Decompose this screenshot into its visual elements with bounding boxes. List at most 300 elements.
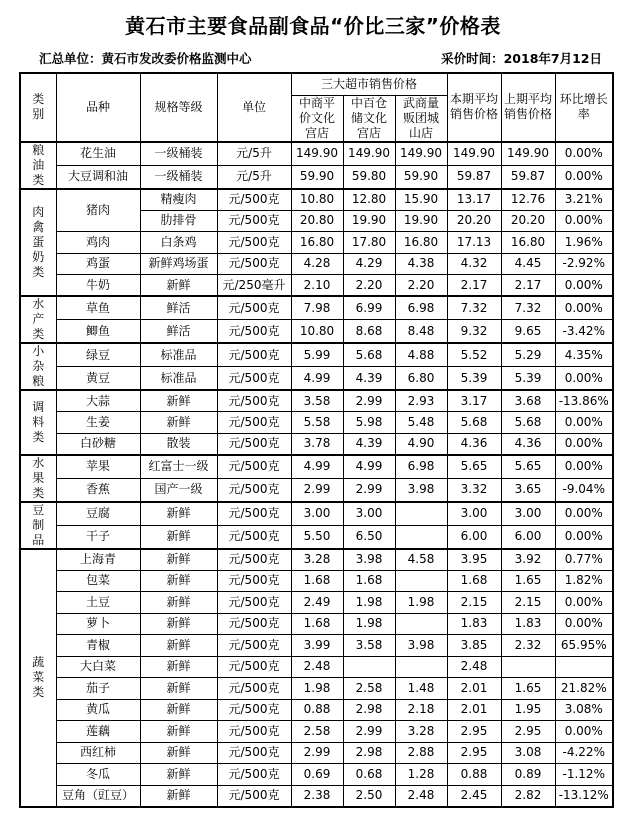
unit-cell: 元/500克: [217, 764, 291, 786]
current-avg-cell: 2.48: [447, 656, 501, 678]
prev-avg-cell: 20.20: [501, 210, 555, 232]
price-cell-supermarket-3: 2.20: [395, 275, 447, 297]
col-header-prev-avg: 上期平均销售价格: [501, 73, 555, 142]
current-avg-cell: 7.32: [447, 296, 501, 320]
table-row: [20, 253, 613, 275]
table-row: [20, 390, 613, 412]
prev-avg-cell: 0.89: [501, 764, 555, 786]
unit-cell: 元/500克: [217, 785, 291, 807]
spec-cell: 国产一级: [140, 478, 217, 502]
spec-cell: 新鲜: [140, 525, 217, 549]
prev-avg-cell: 3.65: [501, 478, 555, 502]
price-cell-supermarket-3: 4.90: [395, 433, 447, 455]
current-avg-cell: 59.87: [447, 165, 501, 189]
table-row: [20, 525, 613, 549]
table-row: [20, 433, 613, 455]
variety-cell: 豆腐: [56, 502, 140, 526]
col-header-supermarket-1: 中商平价文化宫店: [291, 95, 343, 142]
price-cell-supermarket-1: 20.80: [291, 210, 343, 232]
summary-unit-label: 汇总单位：黄石市发改委价格监测中心: [39, 51, 252, 66]
table-row: [20, 635, 613, 657]
current-avg-cell: 4.36: [447, 433, 501, 455]
variety-cell: 大豆调和油: [56, 165, 140, 189]
current-avg-cell: 9.32: [447, 320, 501, 344]
prev-avg-cell: 9.65: [501, 320, 555, 344]
table-header: [20, 73, 613, 142]
variety-cell: 冬瓜: [56, 764, 140, 786]
current-avg-cell: 4.32: [447, 253, 501, 275]
table-row: [20, 412, 613, 434]
price-cell-supermarket-1: 0.88: [291, 699, 343, 721]
unit-cell: 元/500克: [217, 613, 291, 635]
unit-cell: 元/500克: [217, 502, 291, 526]
prev-avg-cell: 2.82: [501, 785, 555, 807]
variety-cell: 鲫鱼: [56, 320, 140, 344]
spec-cell: 新鲜: [140, 390, 217, 412]
table-row: [20, 785, 613, 807]
prev-avg-cell: 12.76: [501, 189, 555, 211]
category-label: 小杂粮: [32, 344, 45, 388]
variety-cell: 干子: [56, 525, 140, 549]
prev-avg-cell: 2.32: [501, 635, 555, 657]
current-avg-cell: 20.20: [447, 210, 501, 232]
variety-cell: 草鱼: [56, 296, 140, 320]
table-row: [20, 502, 613, 526]
spec-cell: 新鲜: [140, 502, 217, 526]
prev-avg-cell: 59.87: [501, 165, 555, 189]
variety-cell: 生姜: [56, 412, 140, 434]
unit-cell: 元/500克: [217, 390, 291, 412]
price-cell-supermarket-1: 3.78: [291, 433, 343, 455]
price-cell-supermarket-2: 1.68: [343, 570, 395, 592]
price-cell-supermarket-3: 1.28: [395, 764, 447, 786]
col-header-variety: 品种: [56, 73, 140, 142]
growth-rate-cell: -13.86%: [555, 390, 613, 412]
prev-avg-cell: 6.00: [501, 525, 555, 549]
spec-cell: 新鲜: [140, 570, 217, 592]
price-cell-supermarket-1: 10.80: [291, 320, 343, 344]
growth-rate-cell: 1.82%: [555, 570, 613, 592]
unit-cell: 元/500克: [217, 699, 291, 721]
variety-cell: 萝卜: [56, 613, 140, 635]
unit-cell: 元/500克: [217, 570, 291, 592]
category-cell: [20, 343, 56, 390]
spec-cell: 新鲜: [140, 785, 217, 807]
price-cell-supermarket-3: 2.88: [395, 742, 447, 764]
category-label: 调料类: [32, 399, 45, 444]
table-row: [20, 699, 613, 721]
spec-cell: 鲜活: [140, 296, 217, 320]
current-avg-cell: 6.00: [447, 525, 501, 549]
price-cell-supermarket-2: 2.99: [343, 390, 395, 412]
price-cell-supermarket-2: 3.58: [343, 635, 395, 657]
spec-cell: 新鲜: [140, 613, 217, 635]
price-cell-supermarket-2: 2.58: [343, 678, 395, 700]
price-cell-supermarket-2: 4.29: [343, 253, 395, 275]
spec-cell: 精瘦肉: [140, 189, 217, 211]
price-cell-supermarket-1: 5.58: [291, 412, 343, 434]
price-cell-supermarket-3: 2.93: [395, 390, 447, 412]
category-cell: [20, 390, 56, 455]
price-cell-supermarket-1: 2.48: [291, 656, 343, 678]
variety-cell: 包菜: [56, 570, 140, 592]
growth-rate-cell: 0.77%: [555, 549, 613, 571]
current-avg-cell: 1.68: [447, 570, 501, 592]
prev-avg-cell: 3.68: [501, 390, 555, 412]
spec-cell: 新鲜: [140, 656, 217, 678]
col-header-supermarket-2: 中百仓储文化宫店: [343, 95, 395, 142]
price-cell-supermarket-2: 4.39: [343, 367, 395, 391]
table-row: [20, 656, 613, 678]
price-cell-supermarket-3: 59.90: [395, 165, 447, 189]
table-row: [20, 275, 613, 297]
price-cell-supermarket-1: 0.69: [291, 764, 343, 786]
unit-cell: 元/500克: [217, 320, 291, 344]
price-cell-supermarket-2: 1.98: [343, 592, 395, 614]
current-avg-cell: 17.13: [447, 232, 501, 254]
current-avg-cell: 2.17: [447, 275, 501, 297]
col-header-current-avg: 本期平均销售价格: [447, 73, 501, 142]
price-cell-supermarket-1: 149.90: [291, 142, 343, 166]
price-cell-supermarket-3: [395, 570, 447, 592]
price-cell-supermarket-1: 4.99: [291, 367, 343, 391]
spec-cell: 新鲜鸡场蛋: [140, 253, 217, 275]
growth-rate-cell: 0.00%: [555, 592, 613, 614]
price-cell-supermarket-1: 2.99: [291, 478, 343, 502]
unit-cell: 元/500克: [217, 549, 291, 571]
price-cell-supermarket-2: 2.98: [343, 699, 395, 721]
growth-rate-cell: 0.00%: [555, 721, 613, 743]
table-row: [20, 142, 613, 166]
price-cell-supermarket-2: 17.80: [343, 232, 395, 254]
spec-cell: 肋排骨: [140, 210, 217, 232]
col-header-growth-rate: 环比增长率: [555, 73, 613, 142]
price-cell-supermarket-1: 16.80: [291, 232, 343, 254]
prev-avg-cell: 4.36: [501, 433, 555, 455]
price-cell-supermarket-3: 2.18: [395, 699, 447, 721]
variety-cell: 鸡肉: [56, 232, 140, 254]
prev-avg-cell: 7.32: [501, 296, 555, 320]
current-avg-cell: 5.39: [447, 367, 501, 391]
price-cell-supermarket-2: 149.90: [343, 142, 395, 166]
unit-cell: 元/500克: [217, 635, 291, 657]
price-cell-supermarket-2: 6.50: [343, 525, 395, 549]
spec-cell: 新鲜: [140, 635, 217, 657]
category-cell: [20, 502, 56, 549]
price-cell-supermarket-1: 2.10: [291, 275, 343, 297]
price-cell-supermarket-2: 2.99: [343, 721, 395, 743]
prev-avg-cell: 5.39: [501, 367, 555, 391]
spec-cell: 新鲜: [140, 412, 217, 434]
current-avg-cell: 3.32: [447, 478, 501, 502]
current-avg-cell: 0.88: [447, 764, 501, 786]
table-row: [20, 343, 613, 367]
price-cell-supermarket-3: 1.48: [395, 678, 447, 700]
variety-cell: 黄瓜: [56, 699, 140, 721]
price-cell-supermarket-1: 2.99: [291, 742, 343, 764]
spec-cell: 散装: [140, 433, 217, 455]
growth-rate-cell: -9.04%: [555, 478, 613, 502]
price-cell-supermarket-1: 2.49: [291, 592, 343, 614]
price-cell-supermarket-1: 4.99: [291, 455, 343, 479]
current-avg-cell: 2.45: [447, 785, 501, 807]
table-row: [20, 742, 613, 764]
current-avg-cell: 3.85: [447, 635, 501, 657]
price-cell-supermarket-2: 3.98: [343, 549, 395, 571]
price-cell-supermarket-3: [395, 502, 447, 526]
current-avg-cell: 2.95: [447, 742, 501, 764]
price-cell-supermarket-1: 3.99: [291, 635, 343, 657]
prev-avg-cell: 1.65: [501, 678, 555, 700]
variety-cell: 花生油: [56, 142, 140, 166]
spec-cell: 标准品: [140, 367, 217, 391]
variety-cell: 鸡蛋: [56, 253, 140, 275]
table-row: [20, 478, 613, 502]
price-cell-supermarket-1: 1.68: [291, 613, 343, 635]
spec-cell: 新鲜: [140, 742, 217, 764]
price-date-label: 采价时间：2018年7月12日: [441, 51, 602, 66]
price-cell-supermarket-2: 6.99: [343, 296, 395, 320]
price-cell-supermarket-3: 3.28: [395, 721, 447, 743]
table-row: [20, 570, 613, 592]
prev-avg-cell: 5.68: [501, 412, 555, 434]
unit-cell: 元/500克: [217, 455, 291, 479]
unit-cell: 元/500克: [217, 721, 291, 743]
price-cell-supermarket-2: 2.98: [343, 742, 395, 764]
current-avg-cell: 2.01: [447, 699, 501, 721]
price-cell-supermarket-1: 7.98: [291, 296, 343, 320]
unit-cell: 元/500克: [217, 189, 291, 211]
price-cell-supermarket-2: 5.98: [343, 412, 395, 434]
spec-cell: 新鲜: [140, 275, 217, 297]
spec-cell: 鲜活: [140, 320, 217, 344]
prev-avg-cell: 2.95: [501, 721, 555, 743]
spec-cell: 白条鸡: [140, 232, 217, 254]
unit-cell: 元/500克: [217, 433, 291, 455]
prev-avg-cell: [501, 656, 555, 678]
price-cell-supermarket-2: 2.99: [343, 478, 395, 502]
growth-rate-cell: 0.00%: [555, 412, 613, 434]
prev-avg-cell: 5.29: [501, 343, 555, 367]
col-header-spec: 规格等级: [140, 73, 217, 142]
growth-rate-cell: 0.00%: [555, 142, 613, 166]
spec-cell: 新鲜: [140, 764, 217, 786]
price-table: [19, 72, 614, 808]
unit-cell: 元/5升: [217, 165, 291, 189]
price-cell-supermarket-1: 5.99: [291, 343, 343, 367]
growth-rate-cell: 21.82%: [555, 678, 613, 700]
spec-cell: 新鲜: [140, 721, 217, 743]
table-row: [20, 296, 613, 320]
growth-rate-cell: 65.95%: [555, 635, 613, 657]
price-cell-supermarket-1: 4.28: [291, 253, 343, 275]
price-cell-supermarket-3: 4.88: [395, 343, 447, 367]
variety-cell: 大蒜: [56, 390, 140, 412]
variety-cell: 黄豆: [56, 367, 140, 391]
spec-cell: 标准品: [140, 343, 217, 367]
unit-cell: 元/500克: [217, 656, 291, 678]
category-label: 豆制品: [32, 502, 45, 547]
price-cell-supermarket-1: 3.00: [291, 502, 343, 526]
growth-rate-cell: 3.08%: [555, 699, 613, 721]
unit-cell: 元/500克: [217, 210, 291, 232]
variety-cell: 莲藕: [56, 721, 140, 743]
growth-rate-cell: 0.00%: [555, 296, 613, 320]
price-cell-supermarket-2: 3.00: [343, 502, 395, 526]
price-cell-supermarket-2: 2.20: [343, 275, 395, 297]
col-header-category: [20, 73, 56, 142]
prev-avg-cell: 16.80: [501, 232, 555, 254]
price-cell-supermarket-2: 1.98: [343, 613, 395, 635]
spec-cell: 新鲜: [140, 549, 217, 571]
price-cell-supermarket-3: [395, 613, 447, 635]
prev-avg-cell: 5.65: [501, 455, 555, 479]
category-label: 蔬菜类: [32, 655, 45, 699]
price-cell-supermarket-3: 15.90: [395, 189, 447, 211]
unit-cell: 元/500克: [217, 367, 291, 391]
header-row-group: [20, 73, 613, 95]
variety-cell: 大白菜: [56, 656, 140, 678]
variety-cell: 上海青: [56, 549, 140, 571]
table-row: [20, 764, 613, 786]
variety-cell: 苹果: [56, 455, 140, 479]
table-row: [20, 232, 613, 254]
price-cell-supermarket-2: 2.50: [343, 785, 395, 807]
price-cell-supermarket-3: 6.80: [395, 367, 447, 391]
current-avg-cell: 2.01: [447, 678, 501, 700]
unit-cell: 元/500克: [217, 525, 291, 549]
table-row: [20, 678, 613, 700]
growth-rate-cell: -13.12%: [555, 785, 613, 807]
price-cell-supermarket-2: 12.80: [343, 189, 395, 211]
prev-avg-cell: 3.00: [501, 502, 555, 526]
price-cell-supermarket-1: 59.90: [291, 165, 343, 189]
prev-avg-cell: 1.95: [501, 699, 555, 721]
variety-cell: 绿豆: [56, 343, 140, 367]
growth-rate-cell: [555, 656, 613, 678]
growth-rate-cell: 0.00%: [555, 367, 613, 391]
price-cell-supermarket-3: [395, 656, 447, 678]
current-avg-cell: 13.17: [447, 189, 501, 211]
spec-cell: 新鲜: [140, 699, 217, 721]
table-row: [20, 721, 613, 743]
unit-cell: 元/500克: [217, 678, 291, 700]
spec-cell: 一级桶装: [140, 142, 217, 166]
price-cell-supermarket-1: 2.38: [291, 785, 343, 807]
category-label: 水果类: [32, 455, 45, 500]
unit-cell: 元/500克: [217, 478, 291, 502]
variety-cell: 牛奶: [56, 275, 140, 297]
growth-rate-cell: 0.00%: [555, 502, 613, 526]
variety-cell: 猪肉: [56, 189, 140, 232]
unit-cell: 元/500克: [217, 592, 291, 614]
table-row: [20, 320, 613, 344]
growth-rate-cell: 0.00%: [555, 433, 613, 455]
category-label: 粮油类: [32, 142, 45, 187]
growth-rate-cell: 0.00%: [555, 210, 613, 232]
growth-rate-cell: -4.22%: [555, 742, 613, 764]
price-cell-supermarket-3: 16.80: [395, 232, 447, 254]
price-cell-supermarket-2: 4.99: [343, 455, 395, 479]
price-cell-supermarket-3: 3.98: [395, 635, 447, 657]
growth-rate-cell: -1.12%: [555, 764, 613, 786]
price-cell-supermarket-3: 4.58: [395, 549, 447, 571]
price-cell-supermarket-2: 59.80: [343, 165, 395, 189]
price-cell-supermarket-3: 8.48: [395, 320, 447, 344]
growth-rate-cell: 0.00%: [555, 275, 613, 297]
unit-cell: 元/250毫升: [217, 275, 291, 297]
price-cell-supermarket-2: 5.68: [343, 343, 395, 367]
prev-avg-cell: 149.90: [501, 142, 555, 166]
unit-cell: 元/500克: [217, 253, 291, 275]
price-cell-supermarket-3: 3.98: [395, 478, 447, 502]
col-header-unit: 单位: [217, 73, 291, 142]
category-label: 水产类: [32, 297, 45, 341]
price-cell-supermarket-1: 5.50: [291, 525, 343, 549]
current-avg-cell: 3.00: [447, 502, 501, 526]
price-cell-supermarket-3: 6.98: [395, 455, 447, 479]
spec-cell: 新鲜: [140, 678, 217, 700]
variety-cell: 青椒: [56, 635, 140, 657]
meta-row: [0, 39, 626, 72]
unit-cell: 元/500克: [217, 296, 291, 320]
current-avg-cell: 2.95: [447, 721, 501, 743]
prev-avg-cell: 2.15: [501, 592, 555, 614]
price-cell-supermarket-1: 2.58: [291, 721, 343, 743]
price-cell-supermarket-3: 19.90: [395, 210, 447, 232]
prev-avg-cell: 3.08: [501, 742, 555, 764]
variety-cell: 豆角（豇豆）: [56, 785, 140, 807]
col-header-category-label: 类别: [32, 92, 45, 122]
prev-avg-cell: 3.92: [501, 549, 555, 571]
variety-cell: 西红柿: [56, 742, 140, 764]
price-cell-supermarket-1: 1.98: [291, 678, 343, 700]
price-cell-supermarket-3: 1.98: [395, 592, 447, 614]
category-cell: [20, 549, 56, 807]
page-title: 黄石市主要食品副食品“价比三家”价格表: [125, 14, 501, 38]
current-avg-cell: 3.17: [447, 390, 501, 412]
current-avg-cell: 149.90: [447, 142, 501, 166]
table-row: [20, 613, 613, 635]
price-cell-supermarket-2: 4.39: [343, 433, 395, 455]
table-row: [20, 189, 613, 211]
col-header-supermarket-3: 武商量贩团城山店: [395, 95, 447, 142]
table-row: [20, 455, 613, 479]
price-cell-supermarket-1: 3.58: [291, 390, 343, 412]
variety-cell: 白砂糖: [56, 433, 140, 455]
price-cell-supermarket-3: 4.38: [395, 253, 447, 275]
unit-cell: 元/500克: [217, 412, 291, 434]
prev-avg-cell: 4.45: [501, 253, 555, 275]
current-avg-cell: 1.83: [447, 613, 501, 635]
price-cell-supermarket-1: 1.68: [291, 570, 343, 592]
price-cell-supermarket-1: 3.28: [291, 549, 343, 571]
growth-rate-cell: 0.00%: [555, 525, 613, 549]
spec-cell: 一级桶装: [140, 165, 217, 189]
price-cell-supermarket-2: [343, 656, 395, 678]
prev-avg-cell: 2.17: [501, 275, 555, 297]
price-cell-supermarket-2: 8.68: [343, 320, 395, 344]
price-cell-supermarket-3: 5.48: [395, 412, 447, 434]
unit-cell: 元/5升: [217, 142, 291, 166]
variety-cell: 土豆: [56, 592, 140, 614]
growth-rate-cell: 3.21%: [555, 189, 613, 211]
growth-rate-cell: 0.00%: [555, 165, 613, 189]
table-row: [20, 367, 613, 391]
growth-rate-cell: 1.96%: [555, 232, 613, 254]
current-avg-cell: 2.15: [447, 592, 501, 614]
price-cell-supermarket-3: 2.48: [395, 785, 447, 807]
